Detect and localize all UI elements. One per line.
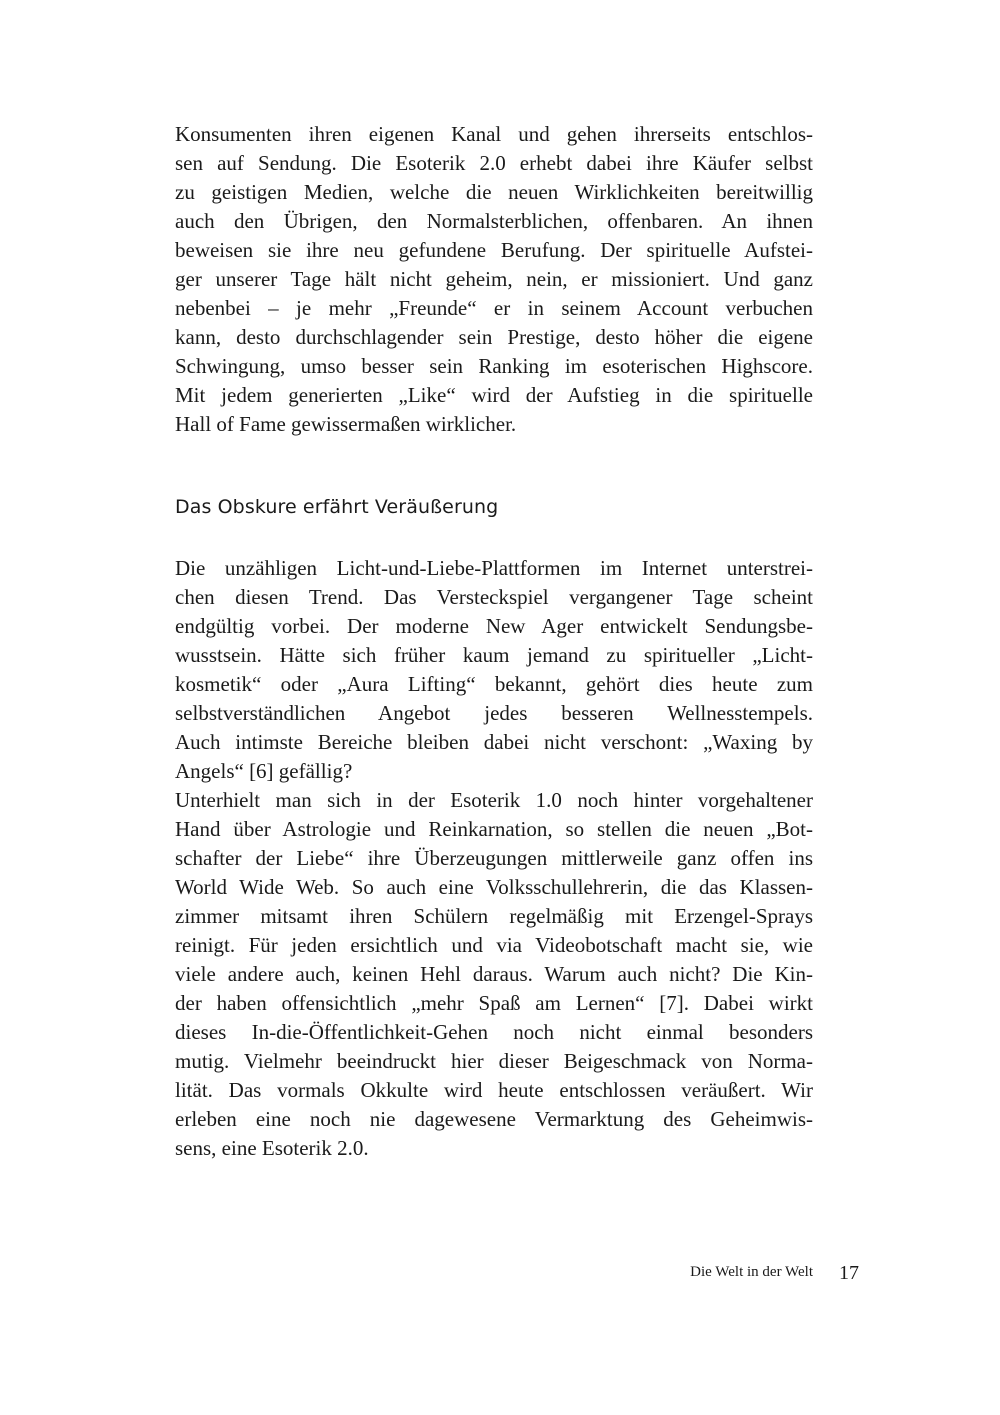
text-line: chen diesen Trend. Das Versteckspiel vergangener Tage scheint: [175, 585, 813, 609]
paragraph-3: [175, 786, 813, 1163]
text-line: Hall of Fame gewissermaßen wirklicher.: [175, 412, 517, 436]
text-line: mutig. Vielmehr beeindruckt hier dieser Beigeschmack von Norma-: [175, 1049, 813, 1073]
text-line: Hand über Astrologie und Reinkarnation, so stellen die neuen „Bot-: [175, 817, 813, 841]
text-line: Mit jedem generierten „Like“ wird der Aufstieg in die spirituelle: [175, 383, 813, 407]
text-line: Die unzähligen Licht-und-Liebe-Plattformen im Internet unterstrei-: [175, 556, 813, 580]
text-line: Schwingung, umso besser sein Ranking im esoterischen Highscore.: [175, 354, 813, 378]
text-line: wusstsein. Hätte sich früher kaum jemand zu spiritueller „Licht-: [175, 643, 813, 667]
page-footer: [0, 1263, 1000, 1293]
text-line: endgültig vorbei. Der moderne New Ager entwickelt Sendungsbe-: [175, 614, 813, 638]
text-line: schafter der Liebe“ ihre Überzeugungen mittlerweile ganz offen ins: [175, 846, 813, 870]
text-line: Unterhielt man sich in der Esoterik 1.0 noch hinter vorgehaltener: [175, 788, 813, 812]
text-line: dieses In-die-Öffentlichkeit-Gehen noch nicht einmal besonders: [175, 1020, 813, 1044]
text-line: zimmer mitsamt ihren Schülern regelmäßig mit Erzengel-Sprays: [175, 904, 813, 928]
text-line: zu geistigen Medien, welche die neuen Wirklichkeiten bereitwillig: [175, 180, 813, 204]
text-line: ger unserer Tage hält nicht geheim, nein, er missioniert. Und ganz: [175, 267, 813, 291]
paragraph-1: [175, 120, 813, 439]
text-line: auch den Übrigen, den Normalsterblichen, offenbaren. An ihnen: [175, 209, 813, 233]
text-line: nebenbei – je mehr „Freunde“ er in seinem Account verbuchen: [175, 296, 813, 320]
text-line: selbstverständlichen Angebot jedes besseren Wellnesstempels.: [175, 701, 813, 725]
running-title: Die Welt in der Welt: [690, 1264, 813, 1280]
text-line: beweisen sie ihre neu gefundene Berufung. Der spirituelle Aufstei-: [175, 238, 813, 262]
text-line: lität. Das vormals Okkulte wird heute entschlossen veräußert. Wir: [175, 1078, 813, 1102]
text-line: reinigt. Für jeden ersichtlich und via Videobotschaft macht sie, wie: [175, 933, 813, 957]
text-line: kann, desto durchschlagender sein Prestige, desto höher die eigene: [175, 325, 813, 349]
section-heading: Das Obskure erfährt Veräußerung: [175, 496, 499, 518]
text-line: sens, eine Esoterik 2.0.: [175, 1136, 369, 1160]
text-line: Auch intimste Bereiche bleiben dabei nicht verschont: „Waxing by: [175, 730, 813, 754]
text-line: Angels“ [6] gefällig?: [175, 759, 353, 783]
text-line: kosmetik“ oder „Aura Lifting“ bekannt, gehört dies heute zum: [175, 672, 813, 696]
text-line: World Wide Web. So auch eine Volksschullehrerin, die das Klassen-: [175, 875, 813, 899]
text-line: viele andere auch, keinen Hehl daraus. Warum auch nicht? Die Kin-: [175, 962, 813, 986]
paragraph-2: [175, 554, 813, 786]
text-line: Konsumenten ihren eigenen Kanal und gehen ihrerseits entschlos-: [175, 122, 813, 146]
text-line: der haben offensichtlich „mehr Spaß am Lernen“ [7]. Dabei wirkt: [175, 991, 813, 1015]
page-number: 17: [839, 1262, 859, 1284]
text-line: erleben eine noch nie dagewesene Vermarktung des Geheimwis-: [175, 1107, 813, 1131]
text-line: sen auf Sendung. Die Esoterik 2.0 erhebt dabei ihre Käufer selbst: [175, 151, 813, 175]
